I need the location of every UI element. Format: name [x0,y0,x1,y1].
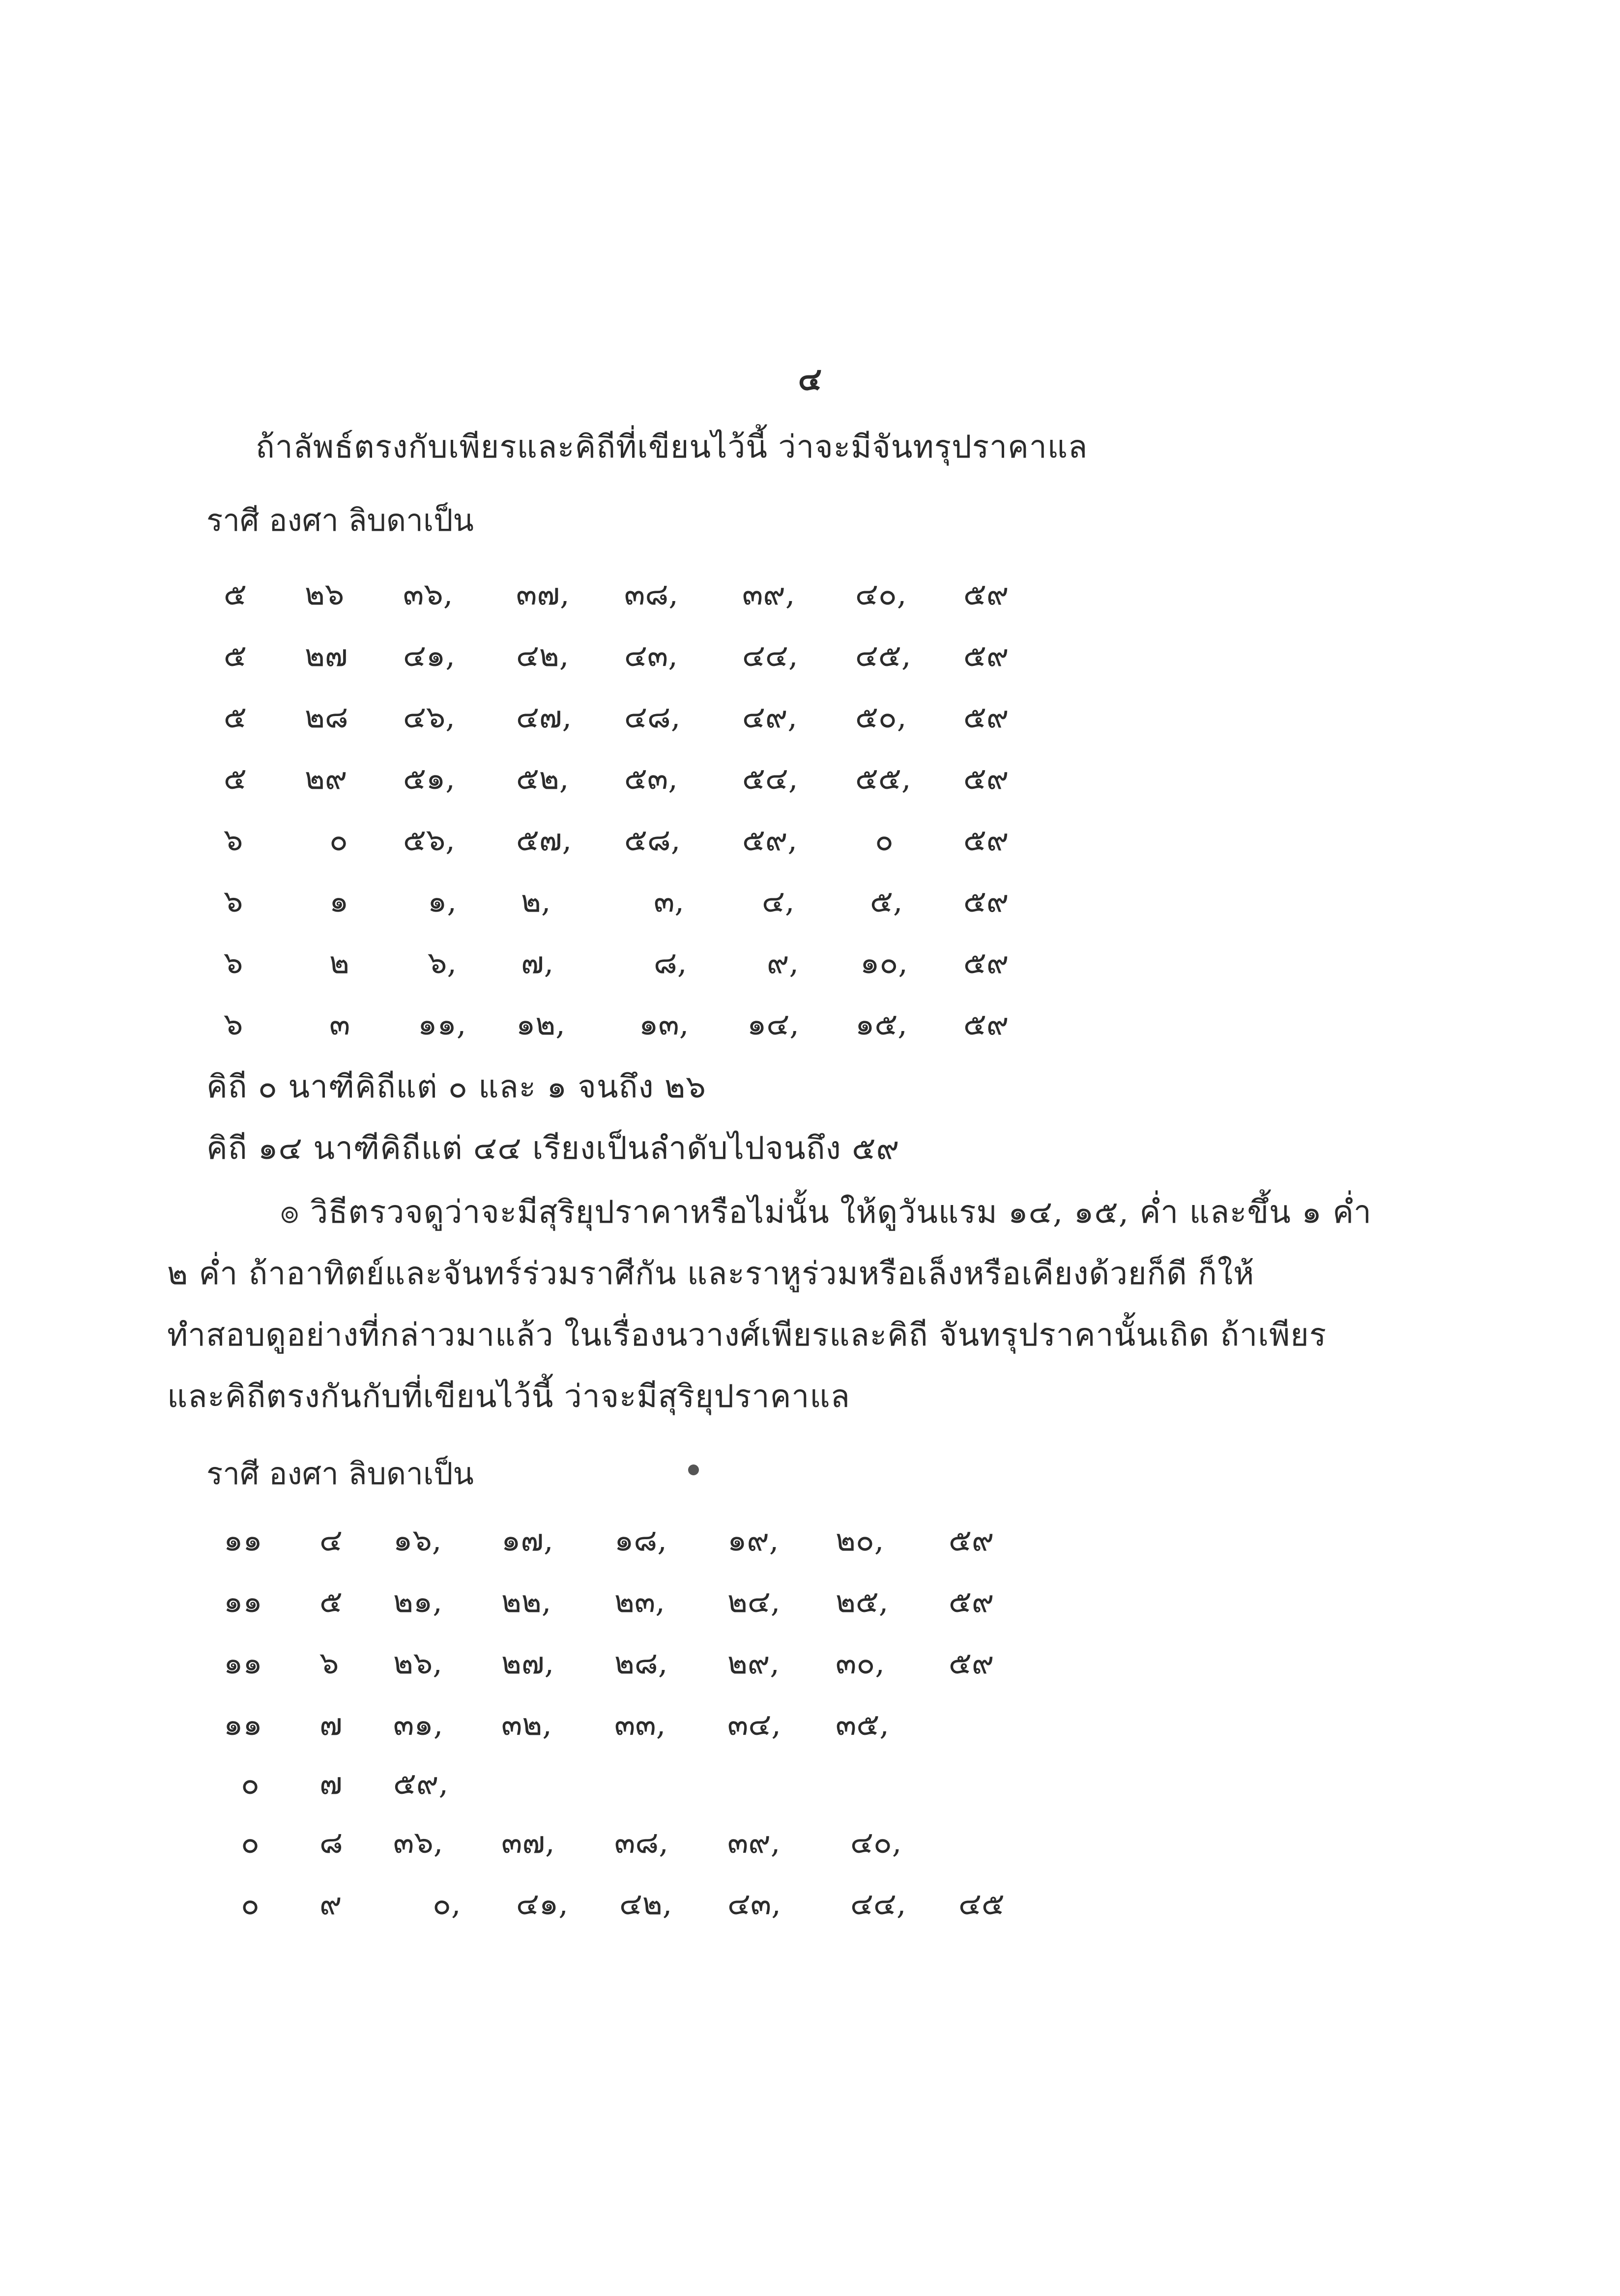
table-cell: ๐ [241,1824,260,1860]
table-cell: ๔๖, [403,699,455,735]
table-cell: ๓๓, [614,1706,666,1742]
table-cell: ๕๙ [963,576,1009,612]
table-cell: ๓๖, [403,576,453,612]
table-cell: ๖, [428,945,457,980]
table-cell: ๔๔, [742,637,798,673]
table-cell: ๕ [224,699,247,735]
table-cell: ๕๙ [963,883,1009,919]
table-cell: ๑๐, [860,945,908,980]
table-cell: ๕๑, [403,760,455,796]
table-cell: ๑๕, [855,1006,907,1042]
table-cell: ๖ [319,1645,339,1681]
table-cell: ๒๓, [614,1583,665,1619]
table-cell: ๒๘ [305,699,348,735]
table-row [0,1818,1620,1863]
table-cell: ๓๔, [727,1706,781,1742]
table-cell: ๕๙ [949,1645,994,1681]
table-cell: ๕๕, [855,760,911,796]
table-cell: ๙ [319,1886,342,1922]
table-row [0,816,1620,860]
table-cell: ๕๖, [403,822,455,858]
table-cell: ๑๒, [516,1006,565,1042]
table-cell: ๔๐, [850,1824,902,1860]
table-cell: ๙, [767,945,799,980]
table-cell: ๕๓, [624,760,678,796]
table-cell: ๕ [319,1583,343,1619]
table-cell: ๔๔, [850,1886,906,1922]
table-cell: ๔๗, [516,699,572,735]
table-cell: ๑๑, [418,1006,466,1042]
table-cell: ๔๒, [619,1886,672,1922]
table-cell: ๘ [319,1824,343,1860]
table-cell: ๓๑, [393,1706,443,1742]
section2-table-header: ราศี องศา ลิบดาเป็น [206,1456,474,1492]
table-cell: ๕๙ [963,822,1009,858]
section2-paragraph-line-1: ๏ วิธีตรวจดูว่าจะมีสุริยุปราคาหรือไม่นั้น ให้ดูวันแรม ๑๔, ๑๕, ค่ำ และขึ้น ๑ ค่ำ [280,1194,1372,1231]
table-cell: ๗ [319,1706,343,1742]
table-row [0,754,1620,799]
table-cell: ๐ [241,1765,260,1801]
table-cell: ๒๘, [614,1645,668,1681]
table-cell: ๒, [521,883,551,919]
table-cell: ๐ [329,822,348,858]
table-row [0,1759,1620,1804]
table-cell: ๓ [329,1006,350,1042]
section1-note-2: คิถี ๑๔ นาฑีคิถีแต่ ๔๔ เรียงเป็นลำดับไปจนถึง ๕๙ [206,1130,900,1167]
table-cell: ๓๘, [614,1824,668,1860]
table-cell: ๑๖, [393,1522,442,1558]
table-cell: ๒๐, [836,1522,884,1558]
table-cell: ๖ [224,1006,243,1042]
table-cell: ๑, [428,883,457,919]
table-cell: ๕ [224,760,247,796]
table-cell: ๕๙, [742,822,798,858]
table-cell: ๒๒, [501,1583,551,1619]
table-cell: ๕๙ [963,760,1009,796]
table-cell: ๔ [319,1522,343,1558]
table-cell: ๓๗, [501,1824,555,1860]
section2-paragraph-line-4: และคิถีตรงกันกับที่เขียนไว้นี้ ว่าจะมีสุริยุปราคาแล [167,1378,850,1415]
table-cell: ๐ [241,1886,260,1922]
table-cell: ๓๗, [516,576,570,612]
page-number: ๔ [798,361,822,398]
table-cell: ๔๓, [727,1886,781,1922]
table-cell: ๒๖, [393,1645,442,1681]
table-cell: ๕๙ [949,1522,994,1558]
table-cell: ๕๘, [624,822,681,858]
table-row [0,1639,1620,1683]
table-cell: ๐ [875,822,894,858]
table-cell: ๕๙ [963,637,1009,673]
table-cell: ๑๑ [224,1706,262,1742]
table-cell: ๖ [224,883,243,919]
table-cell: ๕, [870,883,903,919]
table-cell: ๗, [521,945,554,980]
table-cell: ๔๐, [855,576,907,612]
table-row [0,1880,1620,1924]
table-cell: ๑๑ [224,1645,262,1681]
table-cell: ๖ [224,945,243,980]
table-cell: ๓๖, [393,1824,443,1860]
table-row [0,1700,1620,1745]
table-cell: ๕๙ [963,945,1009,980]
table-cell: ๑๑ [224,1583,262,1619]
table-cell: ๔๒, [516,637,569,673]
table-cell: ๕๙ [963,1006,1009,1042]
table-cell: ๔๑, [516,1886,568,1922]
table-cell: ๑๓, [639,1006,689,1042]
table-cell: ๓๘, [624,576,678,612]
table-cell: ๑๙, [727,1522,779,1558]
table-cell: ๑๑ [224,1522,262,1558]
table-row [0,693,1620,737]
table-cell: ๓๒, [501,1706,552,1742]
section1-table-header: ราศี องศา ลิบดาเป็น [206,502,474,538]
table-cell: ๑ [329,883,349,919]
table-cell: ๒๖ [305,576,345,612]
section2-paragraph-line-3: ทำสอบดูอย่างที่กล่าวมาแล้ว ในเรื่องนวางศ์เพียรและคิถี จันทรุปราคานั้นเถิด ถ้าเพียร [167,1317,1327,1353]
table-cell: ๓๕, [836,1706,890,1742]
table-row [0,939,1620,983]
table-row [0,631,1620,676]
table-cell: ๕๙ [949,1583,994,1619]
table-cell: ๐, [433,1886,461,1922]
table-row [0,877,1620,921]
table-cell: ๘, [654,945,687,980]
table-cell: ๔, [762,883,795,919]
section1-note-1: คิถี ๐ นาฑีคิถีแต่ ๐ และ ๑ จนถึง ๒๖ [206,1069,706,1105]
table-cell: ๒๗, [501,1645,554,1681]
table-cell: ๑๘, [614,1522,667,1558]
table-cell: ๒๗ [305,637,348,673]
table-cell: ๕๒, [516,760,569,796]
table-cell: ๕๔, [742,760,798,796]
table-row [0,1578,1620,1622]
table-cell: ๑๔, [747,1006,799,1042]
table-cell: ๔๓, [624,637,678,673]
table-cell: ๕๙, [393,1765,449,1801]
table-cell: ๓๙, [727,1824,781,1860]
table-cell: ๕๙ [963,699,1009,735]
table-cell: ๔๑, [403,637,455,673]
table-cell: ๒ [329,945,349,980]
table-cell: ๑๗, [501,1522,553,1558]
table-cell: ๗ [319,1765,343,1801]
table-cell: ๔๕, [855,637,911,673]
table-cell: ๒๑, [393,1583,442,1619]
table-cell: ๓, [654,883,685,919]
table-cell: ๕ [224,637,247,673]
table-cell: ๕ [224,576,247,612]
table-cell: ๓๐, [836,1645,885,1681]
ink-blot [688,1464,699,1475]
table-cell: ๔๙, [742,699,798,735]
table-cell: ๒๙ [305,760,347,796]
table-row [0,1000,1620,1044]
section1-intro: ถ้าลัพธ์ตรงกับเพียรและคิถีที่เขียนไว้นี้ ว่าจะมีจันทรุปราคาแล [256,429,1088,465]
table-cell: ๒๔, [727,1583,781,1619]
section2-paragraph-line-2: ๒ ค่ำ ถ้าอาทิตย์และจันทร์ร่วมราศีกัน และราหูร่วมหรือเล็งหรือเคียงด้วยก็ดี ก็ให้ [167,1256,1255,1292]
table-row [0,570,1620,614]
table-cell: ๒๕, [836,1583,889,1619]
table-cell: ๔๘, [624,699,681,735]
table-cell: ๓๙, [742,576,795,612]
table-cell: ๒๙, [727,1645,780,1681]
table-cell: ๕๐, [855,699,907,735]
table-row [0,1516,1620,1560]
table-cell: ๕๗, [516,822,572,858]
table-cell: ๔๕ [958,1886,1005,1922]
table-cell: ๖ [224,822,243,858]
